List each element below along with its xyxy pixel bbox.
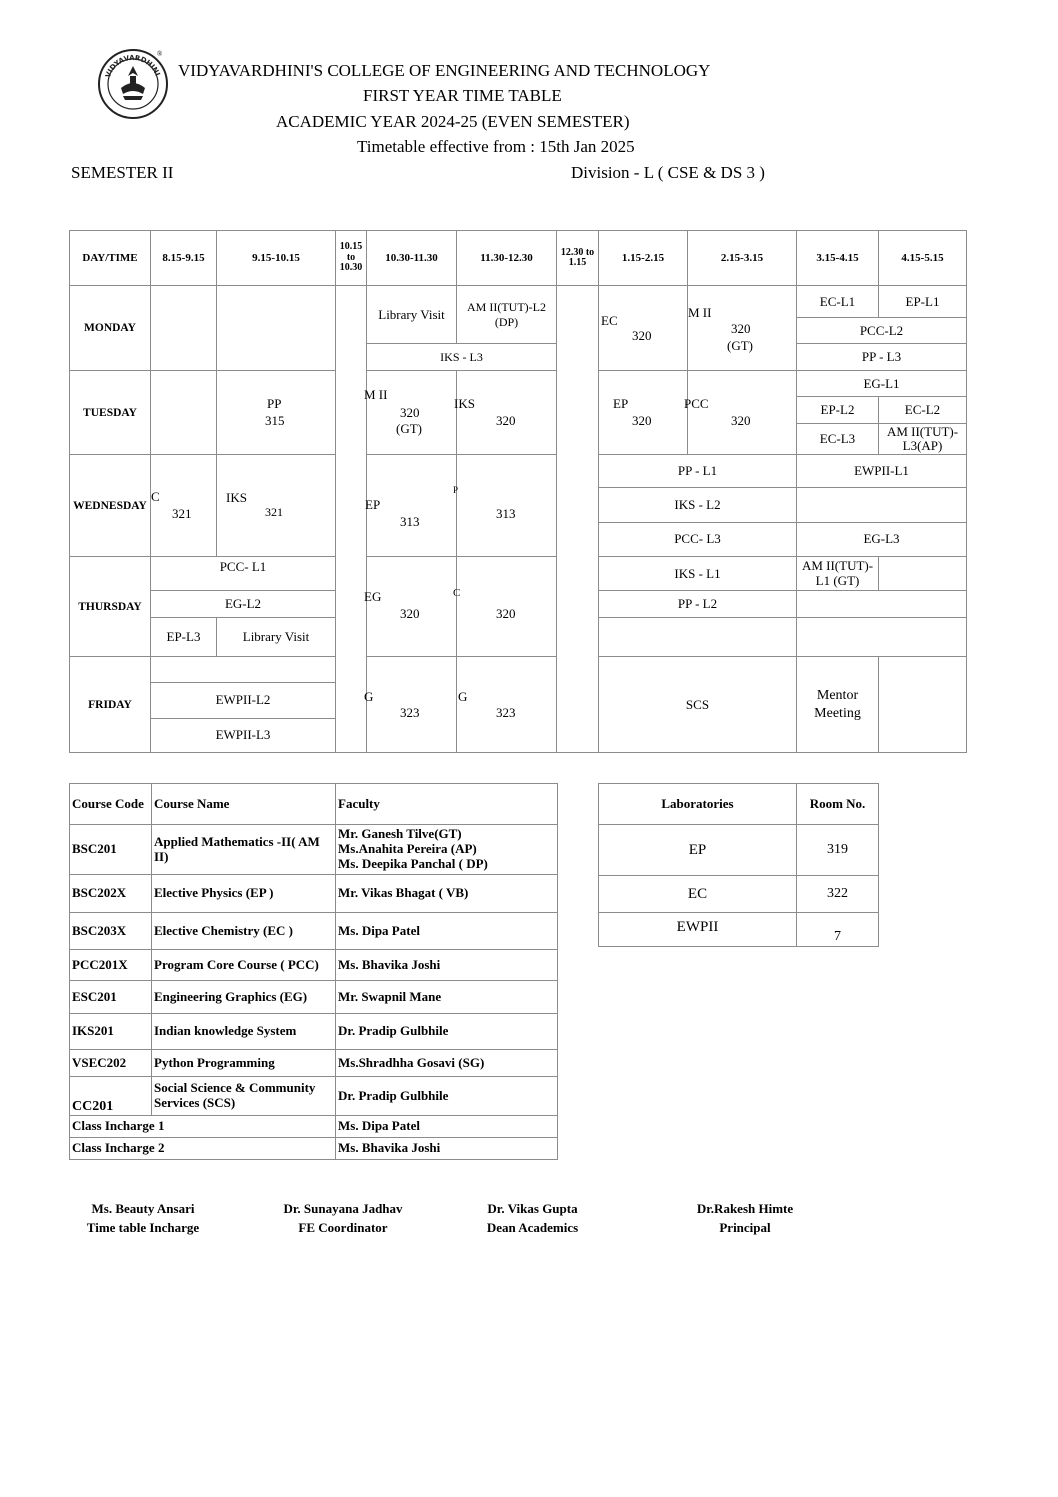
faculty-name: Ms. Dipa Patel	[336, 913, 558, 950]
table-row	[70, 913, 558, 950]
signatory-name: Dr. Sunayana Jadhav	[283, 1201, 403, 1216]
table-row	[70, 1116, 558, 1138]
time-slot-header: 4.15-5.15	[879, 231, 967, 286]
subject-label: EP	[365, 497, 381, 512]
faculty-name: Ms. Deepika Panchal ( DP)	[338, 855, 488, 871]
faculty-cell	[336, 825, 558, 875]
room-number: 320	[632, 413, 652, 428]
signatory-role: Time table Incharge	[86, 1220, 200, 1235]
room-number: 320	[496, 413, 516, 428]
table-row	[70, 825, 558, 875]
break-column	[336, 286, 367, 753]
day-time-header: DAY/TIME	[70, 231, 151, 286]
slot-ep-l1: EP-L1	[879, 286, 967, 318]
subject-label: EP	[613, 396, 629, 411]
faculty-name: Dr. Pradip Gulbhile	[336, 1077, 558, 1116]
slot-scs: SCS	[599, 657, 797, 753]
slot-mentor-meeting: Mentor Meeting	[797, 657, 879, 753]
slot-m2	[364, 371, 457, 455]
signatory-name: Ms. Beauty Ansari	[91, 1201, 195, 1216]
slot-pcc-l3: PCC- L3	[599, 522, 797, 556]
subject-label: PCC	[684, 396, 709, 411]
course-name: Applied Mathematics -II( AM II)	[152, 825, 336, 875]
faculty-name: Mr. Swapnil Mane	[336, 981, 558, 1014]
day-monday: MONDAY	[70, 286, 151, 371]
lunch-column	[557, 286, 599, 753]
room-number: 315	[265, 413, 285, 428]
subject-label: M II	[364, 387, 388, 402]
signature-block	[268, 1199, 418, 1237]
slot-am-tut-l2: AM II(TUT)-L2 (DP)	[457, 286, 557, 344]
faculty-code: (GT)	[727, 337, 753, 353]
empty-slot	[879, 657, 967, 753]
timetable-title: FIRST YEAR TIME TABLE	[363, 86, 562, 105]
college-logo	[97, 48, 169, 120]
subject-label: M II	[688, 304, 712, 320]
effective-date: Timetable effective from : 15th Jan 2025	[357, 137, 635, 156]
class-incharge-label: Class Incharge 1	[70, 1116, 336, 1138]
room-number: 320	[731, 413, 751, 428]
empty-slot	[151, 371, 217, 455]
subject-label: G	[458, 689, 468, 704]
room-number: 320	[496, 606, 516, 621]
table-row	[70, 875, 558, 913]
table-row	[70, 981, 558, 1014]
timetable	[69, 230, 967, 753]
break-header: 12.30 to 1.15	[557, 231, 599, 286]
empty-slot	[797, 488, 967, 522]
subject-label: P	[453, 485, 459, 495]
slot-iks-l3: IKS - L3	[367, 344, 557, 371]
slot-g	[457, 657, 557, 753]
course-code-header: Course Code	[70, 784, 152, 825]
table-row	[70, 1050, 558, 1077]
course-code: BSC202X	[70, 875, 152, 913]
subject-label: EG	[364, 589, 382, 604]
lab-table	[598, 783, 879, 947]
slot-iks-l2: IKS - L2	[599, 488, 797, 522]
course-table	[69, 783, 558, 1160]
table-row	[70, 1077, 558, 1116]
college-name: VIDYAVARDHINI'S COLLEGE OF ENGINEERING AND TECHNOLOGY	[178, 61, 711, 80]
course-header-row	[70, 784, 558, 825]
room-number: 313	[496, 506, 516, 521]
subject-label: C	[453, 587, 461, 599]
empty-slot	[879, 557, 967, 591]
slot-iks	[454, 371, 557, 455]
faculty-name: Ms.Anahita Pereira (AP)	[338, 841, 477, 857]
time-slot-header: 11.30-12.30	[457, 231, 557, 286]
day-tuesday: TUESDAY	[70, 371, 151, 455]
subject-label: IKS	[454, 396, 475, 411]
slot-am-tut-l3: AM II(TUT)-L3(AP)	[879, 423, 967, 454]
faculty-name: Ms. Bhavika Joshi	[336, 950, 558, 981]
faculty-name: Mr. Ganesh Tilve(GT)	[338, 826, 462, 842]
course-name: Python Programming	[152, 1050, 336, 1077]
registered-mark: ®	[157, 50, 163, 58]
day-thursday: THURSDAY	[70, 557, 151, 657]
subject-label: IKS	[226, 490, 247, 505]
room-number: 323	[496, 705, 516, 720]
time-slot-header: 1.15-2.15	[599, 231, 688, 286]
slot-library-visit: Library Visit	[367, 286, 457, 344]
slot-ewp-l2: EWPII-L2	[151, 683, 336, 718]
slot-ep	[599, 371, 688, 455]
subject-label: G	[364, 689, 374, 704]
course-name-header: Course Name	[152, 784, 336, 825]
table-row	[599, 913, 879, 947]
table-row	[70, 1014, 558, 1050]
empty-slot	[797, 591, 967, 617]
lab-room: 7	[797, 913, 879, 947]
course-name: Social Science & Community Services (SCS)	[152, 1077, 336, 1116]
slot-ep	[367, 455, 457, 557]
slot-iks	[217, 455, 336, 557]
semester-label: SEMESTER II	[71, 163, 174, 182]
room-number: 320	[400, 606, 420, 621]
table-row	[599, 825, 879, 876]
faculty-header: Faculty	[336, 784, 558, 825]
course-code: CC201	[70, 1077, 152, 1116]
slot-ec-l1: EC-L1	[797, 286, 879, 318]
slot-pcc	[684, 371, 797, 455]
slot-eg-l3: EG-L3	[797, 522, 967, 556]
signatory-role: Dean Academics	[486, 1220, 579, 1235]
svg-text:VIDYAVARDHINI: VIDYAVARDHINI	[104, 53, 162, 79]
lab-name: EC	[599, 876, 797, 913]
lab-room: 322	[797, 876, 879, 913]
slot-m2	[688, 286, 797, 371]
day-friday: FRIDAY	[70, 657, 151, 753]
table-row	[599, 876, 879, 913]
course-code: VSEC202	[70, 1050, 152, 1077]
slot-ewp-l3: EWPII-L3	[151, 718, 336, 752]
time-slot-header: 9.15-10.15	[217, 231, 336, 286]
slot-ewp-l1: EWPII-L1	[797, 455, 967, 488]
room-number: 321	[172, 506, 192, 521]
room-number: 320	[731, 320, 751, 336]
slot-ec-l2: EC-L2	[879, 397, 967, 423]
table-row	[70, 1138, 558, 1160]
slot-g	[364, 657, 457, 753]
room-no-header: Room No.	[797, 784, 879, 825]
slot-ec	[599, 286, 688, 371]
slot-c	[151, 455, 217, 557]
header-row	[70, 231, 967, 286]
laboratories-header: Laboratories	[599, 784, 797, 825]
signatory-name: Dr. Vikas Gupta	[487, 1201, 578, 1216]
course-name: Elective Chemistry (EC )	[152, 913, 336, 950]
signatory-role: Principal	[719, 1220, 771, 1235]
lab-room: 319	[797, 825, 879, 876]
empty-slot	[797, 617, 967, 656]
signature-block	[73, 1199, 213, 1237]
time-slot-header: 3.15-4.15	[797, 231, 879, 286]
signatory-role: FE Coordinator	[298, 1220, 388, 1235]
table-row	[70, 950, 558, 981]
room-number: 321	[265, 505, 283, 519]
faculty-code: (GT)	[396, 421, 422, 436]
empty-slot	[151, 286, 217, 371]
course-name: Engineering Graphics (EG)	[152, 981, 336, 1014]
slot-iks-l1: IKS - L1	[599, 557, 797, 591]
course-code: ESC201	[70, 981, 152, 1014]
slot-pcc-l1: PCC- L1	[151, 557, 336, 591]
slot-c	[453, 557, 557, 657]
signature-block	[680, 1199, 810, 1237]
slot-eg-l1: EG-L1	[797, 371, 967, 397]
slot-pcc-l2: PCC-L2	[797, 318, 967, 344]
room-number: 320	[400, 405, 420, 420]
subject-label: EC	[601, 312, 618, 328]
room-number: 323	[400, 705, 420, 720]
slot-p	[453, 455, 557, 557]
slot-pp-l1: PP - L1	[599, 455, 797, 488]
course-name: Indian knowledge System	[152, 1014, 336, 1050]
academic-year: ACADEMIC YEAR 2024-25 (EVEN SEMESTER)	[276, 112, 630, 131]
faculty-name: Mr. Vikas Bhagat ( VB)	[336, 875, 558, 913]
slot-ep-l3: EP-L3	[151, 617, 217, 656]
subject-label: PP	[267, 396, 282, 411]
course-name: Program Core Course ( PCC)	[152, 950, 336, 981]
signature-block	[470, 1199, 595, 1237]
course-code: IKS201	[70, 1014, 152, 1050]
faculty-name: Dr. Pradip Gulbhile	[336, 1014, 558, 1050]
course-code: PCC201X	[70, 950, 152, 981]
break-header: 10.15 to 10.30	[336, 231, 367, 286]
slot-ec-l3: EC-L3	[797, 423, 879, 454]
slot-eg	[364, 557, 457, 657]
empty-slot	[599, 617, 797, 656]
faculty-name: Ms.Shradhha Gosavi (SG)	[336, 1050, 558, 1077]
time-slot-header: 2.15-3.15	[688, 231, 797, 286]
room-number: 313	[400, 514, 420, 529]
time-slot-header: 8.15-9.15	[151, 231, 217, 286]
lab-name: EWPII	[599, 913, 797, 947]
slot-eg-l2: EG-L2	[151, 591, 336, 617]
room-number: 320	[632, 327, 652, 343]
lab-name: EP	[599, 825, 797, 876]
course-name: Elective Physics (EP )	[152, 875, 336, 913]
class-incharge-name: Ms. Dipa Patel	[336, 1116, 558, 1138]
class-incharge-name: Ms. Bhavika Joshi	[336, 1138, 558, 1160]
slot-library-visit: Library Visit	[217, 617, 336, 656]
day-wednesday: WEDNESDAY	[70, 455, 151, 557]
slot-ep-l2: EP-L2	[797, 397, 879, 423]
slot-am-tut-l1: AM II(TUT)-L1 (GT)	[797, 557, 879, 591]
lab-header-row	[599, 784, 879, 825]
signatory-name: Dr.Rakesh Himte	[696, 1201, 794, 1216]
course-code: BSC201	[70, 825, 152, 875]
slot-pp-l3: PP - L3	[797, 344, 967, 371]
empty-slot	[151, 657, 336, 683]
division-label: Division - L ( CSE & DS 3 )	[571, 163, 765, 182]
slot-pp	[217, 371, 336, 455]
class-incharge-label: Class Incharge 2	[70, 1138, 336, 1160]
slot-pp-l2: PP - L2	[599, 591, 797, 617]
course-code: BSC203X	[70, 913, 152, 950]
subject-label: C	[151, 489, 160, 504]
empty-slot	[217, 286, 336, 371]
time-slot-header: 10.30-11.30	[367, 231, 457, 286]
